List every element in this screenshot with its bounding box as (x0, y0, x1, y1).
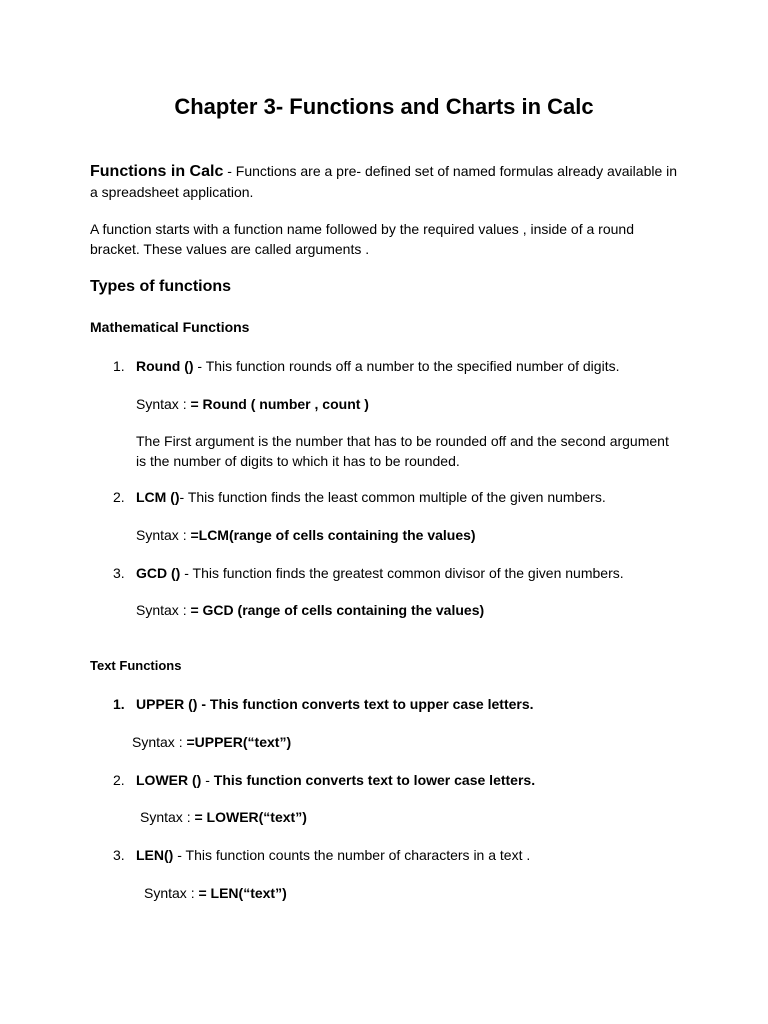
note-line-1: The First argument is the number that has to be rounded off and the second argument (136, 433, 669, 449)
function-name: GCD () (136, 565, 181, 581)
function-desc-sep: - (201, 772, 214, 788)
function-desc: - This function rounds off a number to the specified number of digits. (193, 358, 620, 374)
paragraph-line-1: A function starts with a function name followed by the required values , inside of a round (90, 221, 634, 237)
function-name: LEN() (136, 847, 174, 863)
types-heading: Types of functions (90, 278, 232, 295)
page-title: Chapter 3- Functions and Charts in Calc (174, 94, 594, 119)
syntax-line (136, 394, 369, 414)
syntax-label: Syntax : (140, 809, 195, 825)
syntax-value: =UPPER(“text”) (186, 734, 292, 750)
syntax-label: Syntax : (136, 527, 191, 543)
function-desc: - This function finds the greatest common divisor of the given numbers. (180, 565, 624, 581)
syntax-line (132, 732, 291, 752)
syntax-label: Syntax : (136, 602, 191, 618)
list-item (136, 563, 624, 583)
list-number: 2. (113, 772, 125, 788)
syntax-label: Syntax : (144, 885, 199, 901)
paragraph-line-2: bracket. These values are called arguments . (90, 241, 370, 257)
function-name: LOWER () (136, 772, 202, 788)
syntax-line (136, 600, 484, 620)
list-item (136, 770, 535, 790)
function-name: Round () (136, 358, 194, 374)
list-item (136, 356, 619, 376)
intro-line-1 (90, 161, 677, 182)
list-number: 2. (113, 489, 125, 505)
list-number: 3. (113, 847, 125, 863)
syntax-label: Syntax : (132, 734, 187, 750)
list-number: 1. (113, 358, 125, 374)
syntax-line (140, 807, 307, 827)
list-number: 1. (113, 696, 125, 712)
list-item: UPPER () - This function converts text to upper case letters. (136, 696, 534, 712)
intro-text: - Functions are a pre- defined set of named formulas already available in (223, 163, 678, 179)
note-line-2: is the number of digits to which it has to be rounded. (136, 453, 460, 469)
syntax-line (136, 525, 476, 545)
function-name: LCM () (136, 489, 180, 505)
syntax-value: = LEN(“text”) (198, 885, 287, 901)
list-item (136, 487, 606, 507)
syntax-line (144, 883, 287, 903)
syntax-value: = LOWER(“text”) (194, 809, 307, 825)
syntax-value: =LCM(range of cells containing the values) (190, 527, 476, 543)
syntax-value: = Round ( number , count ) (190, 396, 369, 412)
list-number: 3. (113, 565, 125, 581)
syntax-label: Syntax : (136, 396, 191, 412)
math-heading: Mathematical Functions (90, 319, 250, 335)
text-functions-heading: Text Functions (90, 658, 182, 673)
function-desc: - This function finds the least common multiple of the given numbers. (179, 489, 606, 505)
list-item (136, 845, 530, 865)
function-desc: - This function counts the number of characters in a text . (173, 847, 531, 863)
syntax-value: = GCD (range of cells containing the values) (190, 602, 485, 618)
function-desc: This function converts text to lower case letters. (213, 772, 536, 788)
intro-heading: Functions in Calc (90, 163, 224, 180)
intro-line-2: a spreadsheet application. (90, 184, 254, 200)
